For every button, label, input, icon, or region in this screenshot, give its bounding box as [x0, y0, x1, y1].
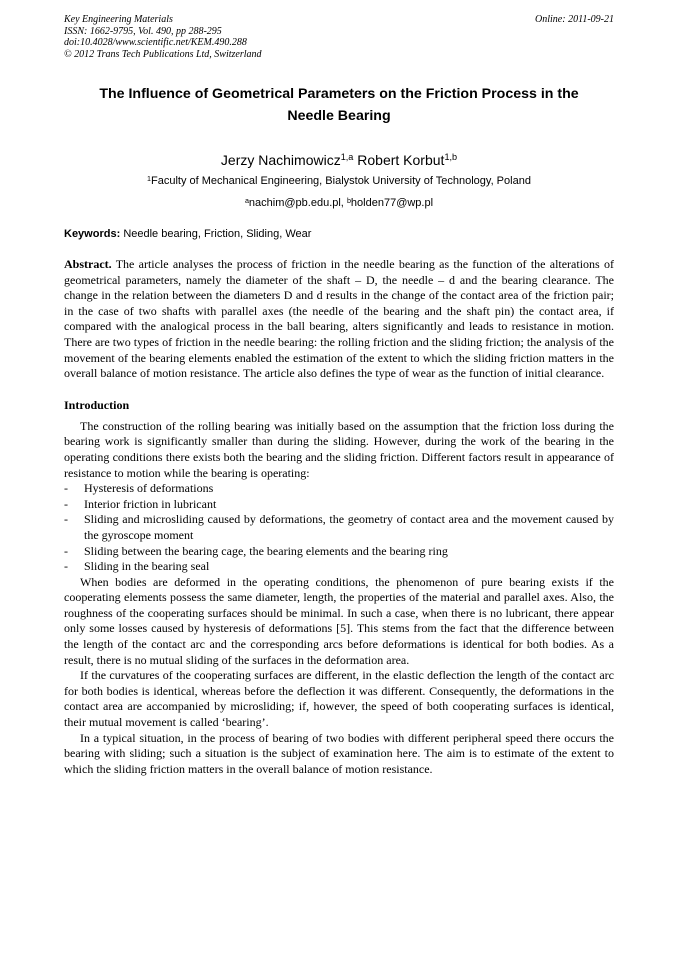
authors-line	[64, 151, 614, 169]
author-superscript: 1,b	[444, 152, 458, 163]
list-item-text: Sliding between the bearing cage, the bearing elements and the bearing ring	[84, 543, 448, 558]
email-superscript: a	[244, 196, 249, 205]
email-link[interactable]: nachim@pb.edu.pl,	[248, 197, 344, 209]
list-dash: -	[64, 543, 68, 558]
paper-page	[64, 14, 614, 777]
paragraph: When bodies are deformed in the operating conditions, the phenomenon of pure bearing exists if the cooperating elements possess the same diameter, length, the properties of the material and parallel axes. Also, the roughness of the cooperating surfaces should be minimal. In such a case, when there is no lubricant, there appear only some losses caused by hysteresis of deformations [5]. This stems from the fact that the difference between the length of the contact arc and the corresponding arcs before deformations is identical for both bodies. As a result, there is no mutual sliding of the surfaces in the deformation area.	[64, 574, 614, 667]
list-item	[64, 481, 614, 497]
author-name: Jerzy Nachimowicz	[220, 152, 341, 168]
list-item-text: Sliding in the bearing seal	[84, 559, 210, 574]
list-item	[64, 559, 614, 575]
online-date: Online: 2011-09-21	[535, 14, 614, 25]
factor-list	[64, 481, 614, 575]
journal-name: Key Engineering Materials	[64, 14, 173, 25]
paragraph: The construction of the rolling bearing was initially based on the assumption that the friction loss during the bearing work is significantly smaller than during the sliding. However, during the work of the bearing in the operating conditions there exists both the bearing and the sliding friction. Different factors result in appearance of resistance to motion while the bearing is operating:	[64, 418, 614, 480]
abstract-label: Abstract.	[64, 257, 112, 271]
email-link[interactable]: holden77@wp.pl	[350, 197, 434, 209]
author-name: Robert Korbut	[357, 152, 445, 168]
keywords	[64, 227, 614, 241]
journal-copyright: © 2012 Trans Tech Publications Ltd, Switzerland	[64, 48, 262, 60]
list-dash: -	[64, 559, 68, 574]
journal-issn: ISSN: 1662-9795, Vol. 490, pp 288-295	[64, 25, 222, 37]
keywords-label: Keywords:	[64, 228, 121, 240]
abstract-text: The article analyses the process of friction in the needle bearing as the function of the alterations of geometrical parameters, namely the diameter of the shaft – D, the needle – d and the bearing clearance. The change in the relation between the diameters D and d results in the change of the contact area of the friction pair; in the case of two shafts with parallel axes (the needle of the bearing and the shaft pin) the contact area, if compared with the analogical process in the ball bearing, alters significantly and leads to resistance in motion. There are two types of friction in the needle bearing: the rolling friction and the sliding friction; the analysis of the movement of the bearing elements enabled the estimation of the extent to which the sliding friction matters in the overall balance of motion resistance. The article also defines the type of wear as the function of initial clearance.	[64, 257, 614, 381]
list-item	[64, 497, 614, 513]
keywords-text: Needle bearing, Friction, Sliding, Wear	[123, 228, 312, 240]
author-superscript: 1,a	[340, 152, 354, 163]
journal-doi: doi:10.4028/www.scientific.net/KEM.490.288	[64, 37, 247, 48]
paragraph: If the curvatures of the cooperating surfaces are different, in the elastic deflection the length of the contact arc for both bodies is identical, whereas before the deflection it was different. Consequently, the deformations in the contact area are accompanied by microsliding; if, however, the speed of both cooperating surfaces is identical, their mutual movement is called ‘bearing’.	[64, 668, 614, 730]
list-dash: -	[64, 481, 68, 496]
journal-header	[64, 14, 614, 60]
list-item-text: Hysteresis of deformations	[84, 481, 214, 496]
affiliation-text: Faculty of Mechanical Engineering, Bialystok University of Technology, Poland	[151, 175, 531, 187]
list-item	[64, 512, 614, 543]
introduction-body	[64, 419, 614, 778]
abstract	[64, 257, 614, 382]
list-item-text: Sliding and microsliding caused by deformations, the geometry of contact area and the movement caused by the gyroscope moment	[84, 512, 614, 542]
section-heading: Introduction	[64, 397, 130, 412]
paper-title: The Influence of Geometrical Parameters on the Friction Process in the Needle Bearing	[99, 86, 579, 124]
paragraph: In a typical situation, in the process of bearing of two bodies with different peripheral speed there occurs the bearing with sliding; such a situation is the subject of examination here. The aim is to estimate of the extent to which the sliding friction matters in the overall balance of motion resistance.	[64, 730, 614, 776]
email-superscript: b	[346, 196, 351, 205]
list-item-text: Interior friction in lubricant	[84, 496, 217, 511]
author-emails	[64, 196, 614, 210]
list-dash: -	[64, 496, 68, 511]
affiliation	[64, 174, 614, 188]
list-dash: -	[64, 512, 68, 527]
affiliation-superscript: 1	[147, 174, 152, 183]
list-item	[64, 544, 614, 560]
